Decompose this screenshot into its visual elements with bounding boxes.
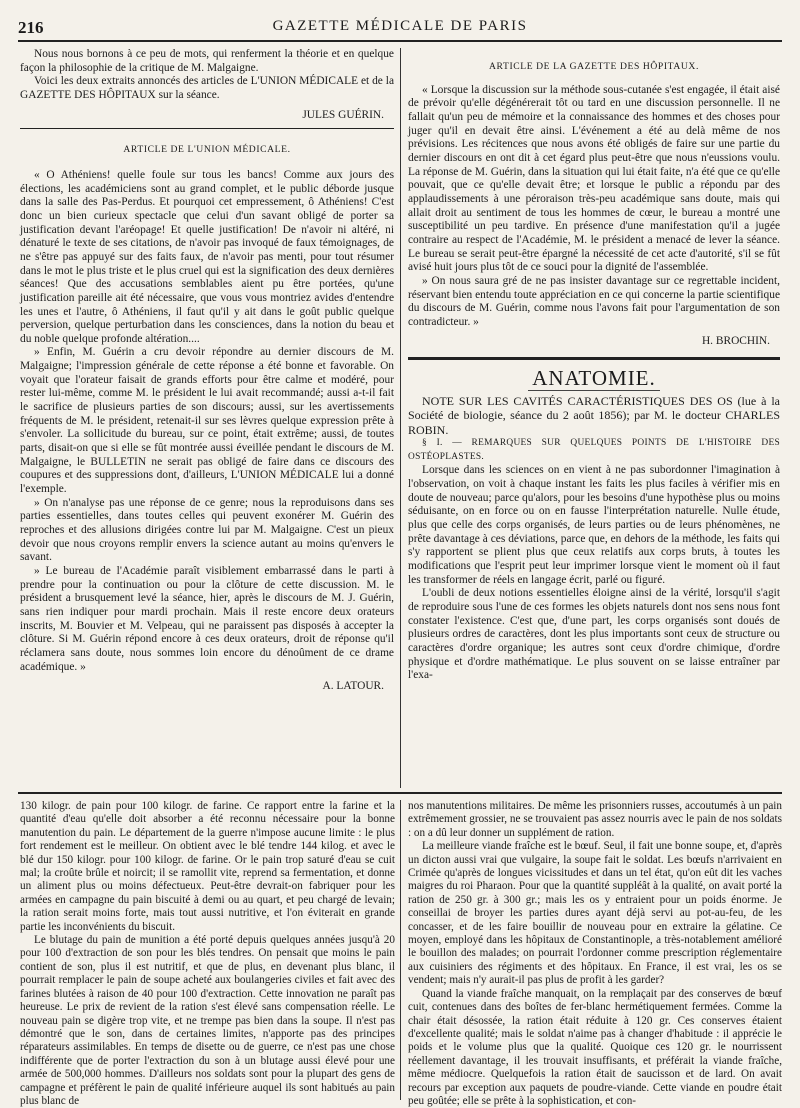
section-rule: [20, 128, 394, 129]
bottom-left-paragraph-2: Le blutage du pain de munition a été porté depuis quelques années jusqu'à 20 pour 100 d'extraction de son pour les blés tendres. On pensait que moins le pain contient de son, plus il est nutritif, et que de plus, en devenant plus blanc, il pourrait remplacer le pain de soupe acheté aux boulangeries civiles et fait avec des farines blutées à raison de 40 pour 100 d'extraction. Cette innovation ne paraît pas heureuse. Le prix de revient de la ration s'est élevé sans compensation réelle. Le nouveau pain se digère trop vite, et ne trempe pas bien dans la soupe. Il n'est pas démontré que le son, dans de certaines limites, n'apporte pas des principes réparateurs assimilables. En temps de disette ou de guerre, ce n'est pas une chose indifférente que de porter l'extraction du son à un blutage aussi élevé pour une armée de 500,000 hommes. D'ailleurs nos soldats sont pour la plupart des gens de campagne et préfèrent le pain de qualité inférieure auquel ils sont habitués au pain plus blanc de: [20, 934, 395, 1107]
bottom-left-paragraph-1: 130 kilogr. de pain pour 100 kilogr. de farine. Ce rapport entre la farine et la quantité d'eau qu'elle doit absorber a été reconnu nécessaire pour la bonne manutention du pain. Le département de la guerre n'impose aucune limite : le plus fort rendement est le meilleur. On obtient avec le blé tendre 144 kilog. et avec le blé dur 150 kilogr. pour 100 kilogr. de farine. Or le pain trop saturé d'eau se cuit mal; la croûte brûle et noircit; il se ramollit vite, reprend sa fermentation, et donne un aliment plus ou moins défectueux. Peut-être devrait-on fabriquer pour les armées en campagne du pain biscuité à demi ou au quart, et peu chargé de levain; la ration serait moins forte, mais tout aussi nutritive, et l'on éviterait en grande partie les inconvénients du biscuit.: [20, 800, 395, 933]
union-paragraph-3: » On n'analyse pas une réponse de ce genre; nous la reproduisons dans ses parties essentielles, dans toutes celles qui peuvent exonérer M. Guérin des reproches et des allusions dirigées contre lui par M. Malgaigne. C'est un pieux devoir que nous croyons remplir envers la science autant au moins qu'envers le savant.: [20, 496, 394, 564]
union-paragraph-2: » Enfin, M. Guérin a cru devoir répondre au dernier discours de M. Malgaigne; l'impression générale de cette réponse a été bonne et favorable. On voyait que l'orateur faisait de grands efforts pour être calme et modéré, pour rester lui-même, comme M. le président le lui avait recommandé; aussi a-t-il fait le sacrifice de plusieurs parties de son discours; aussi, sur les avertissements fréquents de M. le président, retenait-il sur ses lèvres quelque expression prête à s'envoler. La sollicitude du bureau, sur ce point, était extrême; aussi, de toutes parts, disait-on que si elle se fût montrée aussi éveillée pendant le discours de M. Malgaigne, le BULLETIN ne serait pas obligé de faire dans ce discours des coupures et des suppressions dont, d'ailleurs, L'UNION MÉDICALE lui a donné l'exemple.: [20, 346, 394, 496]
left-column: [20, 48, 394, 694]
page-number: 216: [18, 18, 44, 37]
anatomy-subsection: § I. — REMARQUES SUR QUELQUES POINTS DE L'HISTOIRE DES OSTÉOPLASTES.: [408, 438, 780, 462]
union-paragraph-1: « O Athéniens! quelle foule sur tous les bancs! Comme aux jours des élections, les académiciens sont au grand complet, et le public déborde jusque dans la salle des Pas-Perdus. Et pourquoi cet empressement, ô Athéniens! C'est donc un bien curieux spectacle que celui d'un savant obligé de porter sa justification devant l'aréopage! Et quelle justification! De n'avoir ni altéré, ni dénaturé le texte de ses citations, de n'avoir pas invoqué de faux témoignages, de ne s'être pas appuyé sur des faits faux, de n'avoir pas menti, pour tout résumer dans le mot le plus triste et le plus cruel qui est la signification des deux dernières séances! Que des accusations semblables aient pu être portées, qu'une justification pareille ait été nécessaire, que vous vous montriez avides d'entendre les unes et l'autre, ô Athéniens, il faut qu'il y ait dans le goût public quelque perversion, quelque perturbation dans les consciences, dans la notion du beau et du noble quelque profonde altération....: [20, 168, 394, 345]
right-column: [408, 60, 780, 683]
gazette-paragraph-1: « Lorsque la discussion sur la méthode sous-cutanée s'est engagée, il était aisé de prévoir qu'elle dégénérerait tôt ou tard en une discussion personnelle. Il ne fallait qu'un peu de mémoire et la connaissance des hommes et des choses pour juger qu'il en devait être ainsi. L'événement a été au delà même de nos prévisions. Les récitences que nous avons été obligés de faire sur une partie du dernier discours en ont dit à cet égard plus peut-être que nous n'eussions voulu. La réponse de M. Guérin, dans la situation qui lui était faite, n'a été que ce qu'elle pouvait, que ce qu'elle devait être; et lorsque le public a répondu par des applaudissements à une péroraison très-peu académique sans doute, mais qui allait droit au sentiment de tous les hommes de cœur, le bureau a montré une susceptibilité un peu tardive. En présence d'une manifestation qu'il a jugée contraire au respect de l'Académie, M. le président a menacé de lever la séance. Le bureau se serait peut-être épargné la nécessité de cet acte d'autorité, s'il se fût avisé huit jours plus tôt de ce souci pour la dignité de l'assemblée.: [408, 83, 780, 274]
journal-title: GAZETTE MÉDICALE DE PARIS: [272, 18, 528, 34]
anatomy-paragraph-2: L'oubli de deux notions essentielles éloigne ainsi de la vérité, lorsqu'il s'agit de reproduire sous l'une de ces formes les objets naturels dont nos sens nous font constater l'existence. C'est que, d'une part, les corps organisés sont doués de plusieurs ordres de caractères, dont les plus importants sont ceux de structure ou caractères d'ordre organique; les autres sont ceux d'ordre chimique, d'ordre physique et d'ordre mathématique. Le plus souvent on se laisse entraîner par l'exa-: [408, 587, 780, 682]
intro-paragraph-1: Nous nous bornons à ce peu de mots, qui renferment la théorie et en quelque façon la philosophie de la critique de M. Malgaigne.: [20, 48, 394, 74]
union-medicale-heading: ARTICLE DE L'UNION MÉDICALE.: [123, 144, 291, 156]
bottom-right-column: [408, 800, 782, 1108]
bottom-section-rule: [18, 792, 782, 794]
anatomy-title: [408, 366, 780, 391]
anatomy-title-text: ANATOMIE.: [528, 366, 660, 391]
intro-paragraph-2: Voici les deux extraits annoncés des articles de L'UNION MÉDICALE et de la GAZETTE DES HÔPITAUX sur la séance.: [20, 75, 394, 101]
anatomy-note: NOTE SUR LES CAVITÉS CARACTÉRISTIQUES DES OS (lue à la Société de biologie, séance du 2 août 1856); par M. le docteur CHARLES ROBIN.: [408, 393, 780, 437]
anatomy-paragraph-1: Lorsque dans les sciences on en vient à ne pas subordonner l'imagination à l'observation, on voit à chaque instant les faits les plus faciles à vérifier mis en doute de nouveau; parce qu'alors, pour les besoins d'une hypothèse plus ou moins séduisante, on en force ou on en fausse l'interprétation naturelle. Nulle étude, plus que celle des corps organisés, de leurs parties ou de leurs phénomènes, ne prête davantage à ces déviations, parce que, en dehors de la méthode, les faits qui s'y rapportent se plient plus que ceux relatifs aux corps bruts, à toutes les modifications que l'esprit peut leur imprimer lorsque vient le moment où il faut les transformer de réels en langage écrit, parlé ou figuré.: [408, 464, 780, 586]
gazette-hopitaux-heading: ARTICLE DE LA GAZETTE DES HÔPITAUX.: [489, 61, 699, 72]
gazette-signature: H. BROCHIN.: [701, 335, 770, 348]
bottom-right-paragraph-1: nos manutentions militaires. De même les prisonniers russes, accoutumés à un pain extrêmement grossier, ne se trouvaient pas assez nourris avec le pain de nos soldats : on a dû leur donner un supplément de ration.: [408, 800, 782, 839]
union-paragraph-4: » Le bureau de l'Académie paraît visiblement embarrassé dans le parti à prendre pour la continuation ou pour la clôture de cette discussion. M. le président a brusquement levé la séance, hier, après le discours de M. J. Guérin, sans rien indiquer pour mardi prochain. Mais il reste encore deux orateurs inscrits, M. Bouvier et M. Velpeau, qui ne paraissent pas disposés à accepter la clôture. Si M. Guérin répond encore à ces deux orateurs, droit de réponse qu'il réclamera sans doute, nous sommes loin encore du dénoûment de ce drame académique. »: [20, 564, 394, 673]
anatomy-rule: [408, 357, 780, 360]
gazette-paragraph-2: » On nous saura gré de ne pas insister davantage sur ce regrettable incident, réservant bien entendu toute appréciation en ce qui concerne la partie scientifique du discours de M. Guérin, comme nous l'avons fait pour l'argumentation de son contradicteur. »: [408, 274, 780, 328]
bottom-left-column: [20, 800, 395, 1108]
bottom-right-paragraph-2: La meilleure viande fraîche est le bœuf. Seul, il fait une bonne soupe, et, d'après un dicton aussi vrai que vulgaire, la soupe fait le soldat. Les bœufs n'arrivaient en Crimée qu'après de longues vicissitudes et dans un tel état, qu'on eût dit les vaches maigres du roi Pharaon. Pour que la quantité suppléât à la qualité, on avait porté la ration de 250 gr. à 300 gr.; mais les os y entraient pour un poids énorme. Je conseillai de broyer les parties dures ayant déjà servi au pot-au-feu, de les concasser, et de les faire bouillir de nouveau pour en extraire la gélatine. Ce moyen, employé dans les hôpitaux de Constantinople, a très-notablement amélioré le bouillon des malades; on pourrait l'ordonner comme prescription réglementaire aux cuisiniers des régiments et des hôpitaux. En France, il est vrai, les os se vendent; mais n'y aurait-il pas plus de profit à les garder?: [408, 840, 782, 987]
page-header: [18, 18, 782, 42]
column-divider: [400, 48, 401, 788]
union-signature: A. LATOUR.: [322, 680, 384, 693]
bottom-right-paragraph-3: Quand la viande fraîche manquait, on la remplaçait par des conserves de bœuf cuit, contenues dans des boîtes de fer-blanc hermétiquement fermées. Comme la chair était désossée, la ration était réduite à 120 gr. Ces conserves étaient d'excellente qualité; mais le soldat n'aime pas à changer d'habitude : il apprécie le poids et le volume plus que la qualité. Quoique ces 120 gr. le nourrissent réellement davantage, il les trouvait insuffisants, et préférait la viande fraîche, même médiocre. Quelquefois la ration était de saucisson et de lard. On avait recours par exception aux paquets de poudre-viande. Cette viande en poudre était peu goûtée; elle se prête à la sophistication, et con-: [408, 987, 782, 1107]
intro-signature: JULES GUÉRIN.: [302, 108, 384, 121]
bottom-column-divider: [400, 800, 401, 1100]
